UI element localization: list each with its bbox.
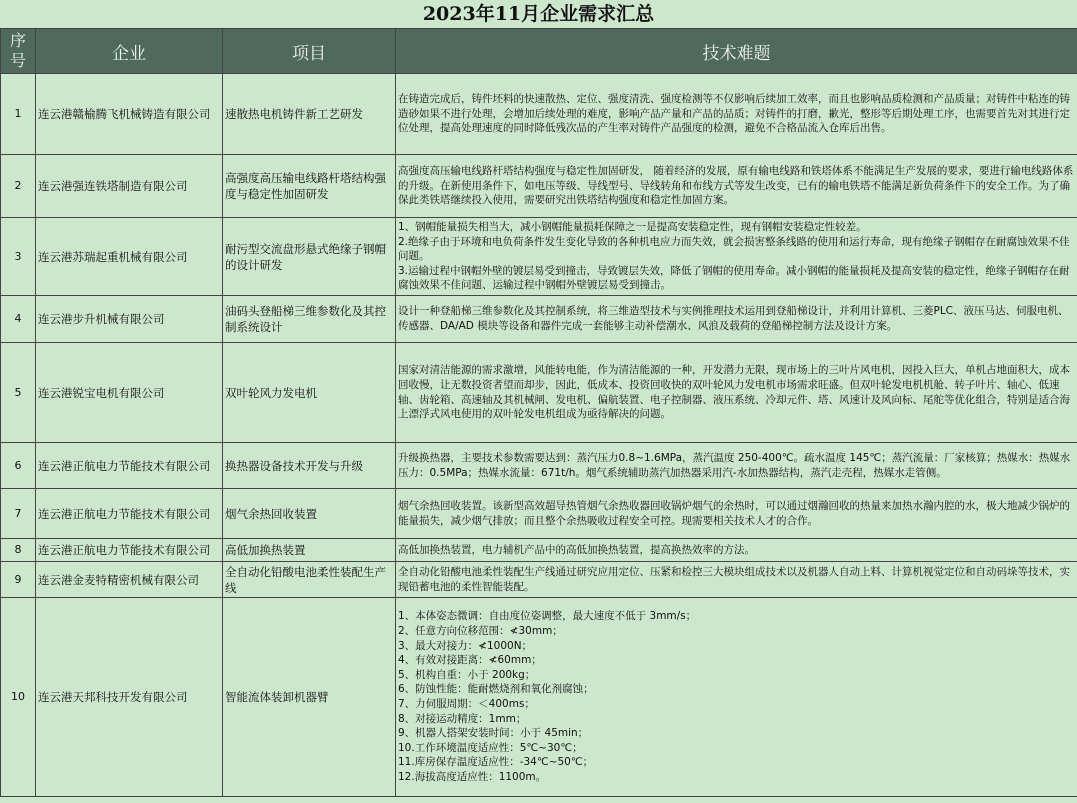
header-seq[interactable]: 序号 [1, 29, 36, 74]
difficulty-line: 6、防蚀性能：能耐燃烧剂和氧化剂腐蚀； [398, 683, 594, 696]
row-project-cell[interactable]: 速散热电机铸件新工艺研发 [223, 74, 396, 155]
difficulty-line: 8、对接运动精度：1mm； [398, 712, 527, 725]
row-seq-cell[interactable]: 6 [1, 443, 36, 489]
row-seq-cell[interactable]: 4 [1, 296, 36, 343]
difficulty-line: 7、力伺服周期：＜400ms； [398, 698, 535, 710]
difficulty-line: 12.海拔高度适应性：1100m。 [398, 770, 547, 783]
demand-table [0, 28, 1077, 797]
row-company-cell[interactable]: 连云港正航电力节能技术有限公司 [36, 443, 223, 489]
row-company-cell[interactable]: 连云港金麦特精密机械有限公司 [36, 562, 223, 598]
table-row [1, 343, 1077, 443]
row-company-cell[interactable]: 连云港正航电力节能技术有限公司 [36, 489, 223, 539]
row-difficulty-cell[interactable]: 在铸造完成后，铸件坯料的快速散热、定位、强度清洗、强度检测等不仅影响后续加工效率，而且也影响品质检测和产品质量；对铸件中粘连的铸造砂如果不进行处理，会增加后续处理的难度，影响产品产量和产品的品质；对铸件的打磨，歉光，整形等后期处理工序，也需要首先对其进行定位处理，提高处理速度的同时降低残次品的产生率对铸件产品强度的检测，避免不合格品流入仓库后出售。 [396, 74, 1077, 155]
row-project-cell[interactable]: 高强度高压输电线路杆塔结构强度与稳定性加固研发 [223, 155, 396, 218]
difficulty-line: 10.工作环境温度适应性：5℃~30℃； [398, 741, 583, 754]
row-project-cell[interactable]: 油码头登船梯三维参数化及其控制系统设计 [223, 296, 396, 343]
row-seq-cell[interactable]: 8 [1, 539, 36, 562]
row-project-cell[interactable]: 耐污型交流盘形悬式绝缘子钢帽的设计研发 [223, 218, 396, 296]
table-row [1, 443, 1077, 489]
row-difficulty-cell[interactable]: 高强度高压输电线路杆塔结构强度与稳定性加固研发， 随着经济的发展，原有输电线路和铁塔体系不能满足生产发展的要求，要进行输电线路体系的升级。在新使用条件下，如电压等级、导线型号、导线转角和布线方式等发生改变，已有的输电铁塔不能满足新负荷条件下的安全工作。为了确保此类铁塔继续投入使用，需要研究出铁塔结构强度和稳定性加固方案。 [396, 155, 1077, 218]
row-project-cell[interactable]: 烟气余热回收装置 [223, 489, 396, 539]
row-seq-cell[interactable]: 5 [1, 343, 36, 443]
row-difficulty-cell[interactable] [396, 598, 1077, 797]
row-difficulty-cell[interactable] [396, 218, 1077, 296]
header-company[interactable]: 企业 [36, 29, 223, 74]
row-difficulty-cell[interactable]: 设计一种登船梯三维参数化及其控制系统，将三维造型技术与实例推理技术运用到登船梯设计，并利用计算机、三菱PLC、液压马达、伺服电机、传感器、DA/AD 模块等设备和器件完成一套能够主动补偿潮水、风浪及载荷的登船梯控制方法及设计方案。 [396, 296, 1077, 343]
difficulty-line: 3.运输过程中钢帽外壁的镀层易受到撞击，导致镀层失效，降低了钢帽的使用寿命。减小钢帽的能量损耗及提高安装的稳定性，绝缘子钢帽存在耐腐蚀效果不佳问题、运输过程中钢帽外壁镀层易受到撞击。 [398, 264, 1070, 292]
row-company-cell[interactable]: 连云港赣榆腾飞机械铸造有限公司 [36, 74, 223, 155]
row-project-cell[interactable]: 换热器设备技术开发与升级 [223, 443, 396, 489]
row-seq-cell[interactable]: 7 [1, 489, 36, 539]
row-project-cell[interactable]: 智能流体装卸机器臂 [223, 598, 396, 797]
row-difficulty-cell[interactable]: 烟气余热回收装置。该新型高效超导热管烟气余热收器回收锅炉烟气的余热时，可以通过烟瀚回收的热量来加热水瀚内腔的水，极大地减少锅炉的能量损失，减少烟气排放；而且整个余热吸收过程安全可控。现需要相关技术人才的合作。 [396, 489, 1077, 539]
row-seq-cell[interactable]: 1 [1, 74, 36, 155]
table-row [1, 218, 1077, 296]
table-row [1, 74, 1077, 155]
row-company-cell[interactable]: 连云港正航电力节能技术有限公司 [36, 539, 223, 562]
row-company-cell[interactable]: 连云港步升机械有限公司 [36, 296, 223, 343]
row-difficulty-cell[interactable]: 升级换热器，主要技术参数需要达到：蒸汽压力0.8~1.6MPa，蒸汽温度 250-400℃。疏水温度 145℃；蒸汽流量：厂家核算；热媒水：热媒水压力：0.5MPa；热媒水流量：671t/h。烟气系统辅助蒸汽加热器采用汽-水加热器结构，蒸汽走壳程，热媒水走管侧。 [396, 443, 1077, 489]
header-project[interactable]: 项目 [223, 29, 396, 74]
difficulty-line: 1、本体姿态微调：自由度位姿调整，最大速度不低于 3mm/s； [398, 610, 697, 623]
table-row [1, 296, 1077, 343]
table-row [1, 489, 1077, 539]
row-seq-cell[interactable]: 3 [1, 218, 36, 296]
row-difficulty-cell[interactable]: 高低加换热装置，电力辅机产品中的高低加换热装置，提高换热效率的方法。 [396, 539, 1077, 562]
table-row [1, 155, 1077, 218]
row-seq-cell[interactable]: 9 [1, 562, 36, 598]
difficulty-line: 2.绝缘子由于环境和电负荷条件发生变化导致的各种机电应力而失效，就会损害整条线路的使用和运行寿命，现有绝缘子钢帽存在耐腐蚀效果不佳问题。 [398, 235, 1070, 263]
difficulty-line: 3、最大对接力：≮1000N； [398, 639, 533, 652]
row-company-cell[interactable]: 连云港天邦科技开发有限公司 [36, 598, 223, 797]
sheet-title: 2023年11月企业需求汇总 [422, 3, 655, 25]
row-difficulty-cell[interactable]: 全自动化铅酸电池柔性装配生产线通过研究应用定位、压紧和检控三大模块组成技术以及机器人自动上料、计算机视觉定位和自动码垛等技术，实现铅蓄电池的柔性智能装配。 [396, 562, 1077, 598]
difficulty-line: 11.库房保存温度适应性：-34℃~50℃； [398, 756, 594, 769]
difficulty-line: 1、钢帽能量损失相当大，减小钢帽能量损耗保障之一是提高安装稳定性，现有钢帽安装稳定性较差。 [398, 221, 867, 234]
row-company-cell[interactable]: 连云港强连铁塔制造有限公司 [36, 155, 223, 218]
row-difficulty-cell[interactable]: 国家对清洁能源的需求激增，风能转电能，作为清洁能源的一种，开发潜力无限，现市场上的三叶片风电机，因投入巨大，单机占地面积大，成本回收慢，让无数投资者望而却步，因此，低成本、投资回收快的双叶轮风力发电机市场需求旺盛。但双叶轮发电机机舱、转子叶片、轴心、低速轴、齿轮箱、高速轴及其机械闸、发电机、偏航装置、电子控制器、液压系统、冷却元件、塔、风速计及风向标、尾舵等优化组合，特别是适合海上漂浮式风电使用的双叶轮发电机组成为亟待解决的问题。 [396, 343, 1077, 443]
row-seq-cell[interactable]: 2 [1, 155, 36, 218]
row-seq-cell[interactable]: 10 [1, 598, 36, 797]
row-project-cell[interactable]: 高低加换热装置 [223, 539, 396, 562]
difficulty-line: 5、机构自重：小于 200kg； [398, 668, 536, 681]
difficulty-line: 9、机器人搭架安装时间：小于 45min； [398, 727, 589, 740]
header-row [1, 29, 1077, 74]
difficulty-line: 2、任意方向位移范围：≮30mm； [398, 625, 563, 638]
row-project-cell[interactable]: 全自动化铅酸电池柔性装配生产线 [223, 562, 396, 598]
row-company-cell[interactable]: 连云港锐宝电机有限公司 [36, 343, 223, 443]
header-difficulty[interactable]: 技术难题 [396, 29, 1077, 74]
table-row [1, 598, 1077, 797]
difficulty-line: 4、有效对接距离：≮60mm； [398, 654, 542, 667]
table-row [1, 539, 1077, 562]
row-company-cell[interactable]: 连云港苏瑞起重机械有限公司 [36, 218, 223, 296]
row-project-cell[interactable]: 双叶轮风力发电机 [223, 343, 396, 443]
table-row [1, 562, 1077, 598]
